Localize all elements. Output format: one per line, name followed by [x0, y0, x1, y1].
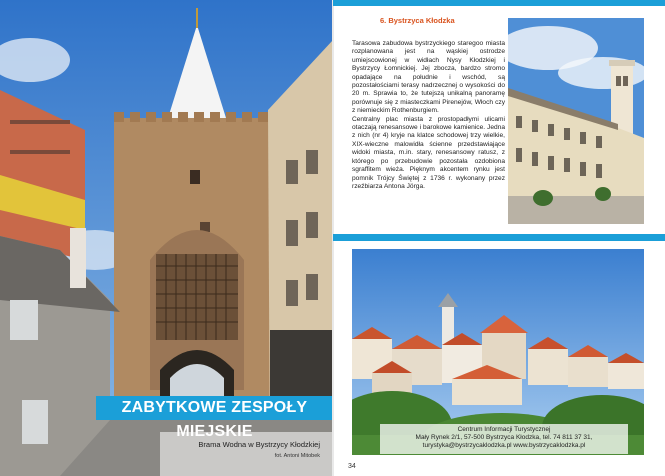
section-banner: ZABYTKOWE ZESPOŁY [96, 396, 333, 420]
middle-accent-stripe [333, 234, 665, 241]
section-title: 6. Bystrzyca Kłodzka [380, 16, 455, 25]
town-hall-photo [508, 18, 644, 224]
page-number: 34 [348, 463, 356, 470]
top-accent-stripe [333, 0, 665, 6]
paragraph: Tarasowa zabudowa bystrzyckiego staregoo miasta rozplanowana jest na wąskiej ostrodze umiejscowionej w widłach Nysy Kłodzkiej i Bystrzycy Łomnickiej. Jej zbocza, bardzo stromo opadające na południe i wschód, są pozostałościami terasy nadrzecznej o wysokości do 20 m. Sprawia to, że tutejszą unikalną panoramę porównuje się z miasteczkami Pirenejów, Włoch czy z niemieckim Rothenburgiem. [352, 40, 505, 115]
info-line[interactable]: turystyka@bystrzycaklodzka.pl www.bystrzycaklodzka.pl [422, 442, 586, 450]
tourist-info-block [380, 426, 628, 451]
info-line: Centrum Informacji Turystycznej [457, 426, 551, 433]
info-line: Mały Rynek 2/1, 57-500 Bystrzyca Kłodzka, tel. 74 811 37 31, [415, 434, 593, 442]
paragraph: Centralny plac miasta z prostopadłymi ulicami otaczają renesansowe i barokowe kamienice. Jedna z nich (nr 4) kryje na klatce schodowej trzy wielkie, XIX-wieczne malowidła ścienne przedstawiające widoki miasta, m.in. stary, renesansowy ratusz, z którego po przebudowie pozostała ozdobiona sgraffitem wieża. Pięknym akcentem rynku jest pomnik Trójcy Świętej z 1736 r. wykonany przez rzeźbiarza Antona Jörga. [352, 115, 505, 190]
photo-caption: Brama Wodna w Bystrzycy Kłodzkiej [198, 440, 320, 449]
photo-credit: fot. Antoni Mitobek [274, 453, 320, 459]
body-text [352, 40, 505, 191]
